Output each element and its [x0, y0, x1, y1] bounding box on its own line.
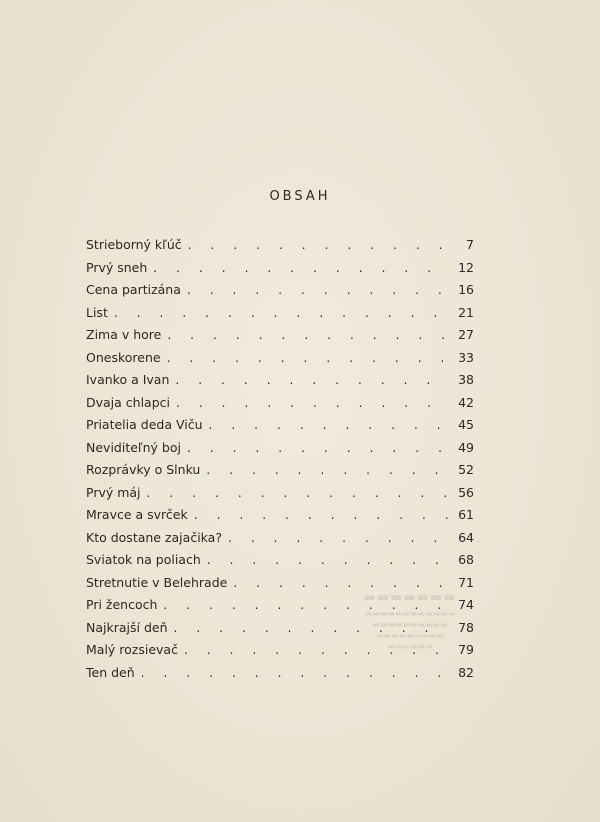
toc-entry-page-number: 71: [458, 574, 474, 590]
toc-entry-title: Ten deň: [86, 664, 135, 680]
toc-entry-page-number: 38: [458, 372, 474, 387]
toc-entry: [86, 395, 474, 418]
page-title: OBSAH: [269, 189, 331, 204]
dot-leader: [233, 575, 448, 591]
toc-entry-title: Rozprávky o Slnku: [86, 462, 201, 477]
dot-leader: [176, 395, 448, 411]
toc-entry-page-number: 52: [458, 462, 474, 477]
toc-entry-title: Stretnutie v Belehrade: [86, 574, 228, 590]
toc-entry: [86, 642, 474, 665]
dot-leader: [207, 552, 448, 568]
toc-entry-page-number: 7: [466, 237, 474, 252]
toc-entry-page-number: 42: [458, 394, 474, 410]
toc-entry-title: List: [86, 304, 108, 320]
toc-entry-page-number: 33: [458, 349, 474, 365]
dot-leader: [184, 642, 448, 658]
toc-entry-title: Prvý máj: [86, 484, 141, 500]
toc-entry-page-number: 79: [458, 642, 474, 657]
toc-entry: [86, 575, 474, 598]
dot-leader: [206, 462, 448, 478]
toc-entry-title: Sviatok na poliach: [86, 552, 201, 567]
toc-entry-page-number: 78: [458, 619, 474, 635]
dot-leader: [167, 327, 448, 343]
toc-entry-title: Zima v hore: [86, 327, 162, 342]
bleed-through-text: ▬▬▬▬▬▬▬ ▬▬▬▬▬▬▬▬▬▬▬▬ ▬▬▬▬▬▬▬▬▬▬ ▬▬▬▬▬▬▬▬▬ ▬▬▬▬▬▬: [363, 590, 457, 651]
toc-entry-title: Priatelia deda Viču: [86, 417, 203, 432]
toc-entry-title: Oneskorene: [86, 349, 161, 365]
dot-leader: [153, 260, 448, 276]
dot-leader: [187, 440, 448, 456]
toc-entry-title: Cena partizána: [86, 282, 181, 297]
toc-entry: [86, 350, 474, 373]
toc-entry-title: Mravce a svrček: [86, 507, 188, 522]
dot-leader: [209, 417, 449, 433]
dot-leader: [188, 237, 448, 253]
dot-leader: [141, 665, 448, 681]
toc-entry-title: Kto dostane zajačika?: [86, 529, 222, 545]
toc-entry-title: Prvý sneh: [86, 259, 148, 275]
toc-entry: [86, 260, 474, 283]
dot-leader: [187, 282, 448, 298]
toc-entry-title: Najkrajší deň: [86, 619, 168, 635]
dot-leader: [175, 372, 448, 388]
toc-entry: [86, 552, 474, 575]
toc-entry-page-number: 16: [458, 282, 474, 297]
toc-entry-page-number: 27: [458, 327, 474, 342]
toc-entry: [86, 665, 474, 688]
toc-entry: [86, 440, 474, 463]
dot-leader: [147, 485, 448, 501]
toc-entry: [86, 620, 474, 643]
toc-entry-page-number: 45: [458, 417, 474, 432]
dot-leader: [194, 507, 448, 523]
toc-entry-title: Strieborný kľúč: [86, 237, 182, 252]
toc-entry-title: Neviditeľný boj: [86, 439, 181, 455]
dot-leader: [114, 305, 448, 321]
toc-entry: [86, 372, 474, 395]
dot-leader: [174, 620, 448, 636]
toc-entry: [86, 507, 474, 530]
dot-leader: [167, 350, 448, 366]
table-of-contents: [86, 237, 474, 687]
toc-entry-title: Malý rozsievač: [86, 642, 178, 657]
toc-entry: [86, 597, 474, 620]
toc-entry-page-number: 61: [458, 507, 474, 522]
toc-entry-page-number: 49: [458, 439, 474, 455]
toc-entry: [86, 485, 474, 508]
toc-entry-page-number: 56: [458, 484, 474, 500]
toc-entry: [86, 462, 474, 485]
toc-entry-page-number: 68: [458, 552, 474, 567]
toc-entry-title: Dvaja chlapci: [86, 394, 170, 410]
toc-entry-page-number: 82: [458, 664, 474, 680]
dot-leader: [163, 597, 448, 613]
toc-entry: [86, 237, 474, 260]
toc-entry-title: Pri žencoch: [86, 597, 158, 612]
toc-entry: [86, 327, 474, 350]
toc-entry: [86, 417, 474, 440]
toc-entry-page-number: 64: [458, 529, 474, 545]
toc-entry: [86, 282, 474, 305]
toc-entry-title: Ivanko a Ivan: [86, 372, 170, 387]
toc-entry-page-number: 12: [458, 259, 474, 275]
toc-entry: [86, 305, 474, 328]
dot-leader: [228, 530, 448, 546]
toc-entry: [86, 530, 474, 553]
toc-entry-page-number: 21: [458, 304, 474, 320]
toc-entry-page-number: 74: [458, 597, 474, 612]
